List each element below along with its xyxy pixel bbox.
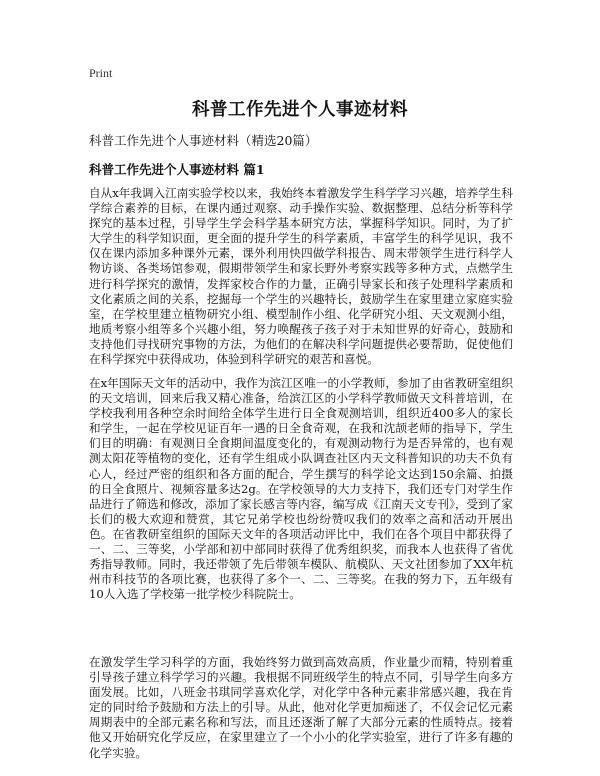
body-paragraph-3: 在激发学生学习科学的方面，我始终努力做到高效高质，作业量少而精，特别着重引导孩子建立科学学习的兴趣。我根据不同班级学生的特点不同，引导学生向多方面发展。比如，八班金书琪同学喜欢化学，对化学中各种元素非常感兴趣，我在肯定的同时给予鼓励和方法上的引导。从此，他对化学更加痴迷了，不仅会记忆元素周期表中的全部元素名称和写法，而且还逐渐了解了大部分元素的性质特点。接着他又开始研究化学反应，在家里建立了一个小小的化学实验室，进行了许多有趣的化学实验。: [89, 655, 513, 760]
document-subtitle: 科普工作先进个人事迹材料（精选20篇）: [89, 133, 318, 148]
body-paragraph-2: 在x年国际天文年的活动中，我作为滨江区唯一的小学教师，参加了由省教研室组织的天文培训，回来后我又精心准备，给滨江区的小学科学教师做天文科普培训，在学校我利用各种空余时间给全体学生进行日全食观测培训，组织近400多人的家长和学生，一起在学校见证百年一遇的日全食奇观，在我和沈颉老师的指导下，学生们目的明确：有观测日全食期间温度变化的，有观测动物行为是否异常的，也有观测太阳花等植物的变化，还有学生组成小队调查社区内天文科普知识的功夫不负有心人，经过严密的组织和各方面的配合，学生撰写的科学论文达到150余篇、拍摄的日全食照片、视频容量多达2g。在学校领导的大力支持下，我们还专门对学生作品进行了筛选和修改，添加了家长感言等内容，编写成《江南天文专刊》，受到了家长们的极大欢迎和赞赏，其它兄弟学校也纷纷赞叹我们的效率之高和活动开展出色。在省教研室组织的国际天文年的各项活动评比中，我们在各个项目中都获得了一、二、三等奖，小学部和初中部同时获得了优秀组织奖，而我本人也获得了省优秀指导教师。同时，我还带领了先后带领车模队、航模队、天文社团参加了XX年杭州市科技节的各项比赛，也获得了多个一、二、三等奖。在我的努力下，五年级有10人入选了学校第一批学校少科院院士。: [89, 376, 513, 602]
body-paragraph-1: 自从x年我调入江南实验学校以来，我始终本着激发学生科学学习兴趣，培养学生科学综合素养的目标，在课内通过观察、动手操作实验、数据整理、总结分析等科学探究的基本过程，引导学生学会科学基本研究方法，掌握科学知识。同时，为了扩大学生的科学知识面，更全面的提升学生的科学素质，丰富学生的科学见识，我不仅在课内添加多种课外元素，课外利用快四做学科报告、周末带领学生进行科学人物访谈、各类场馆参观，假期带领学生和家长野外考察实践等多种方式，点燃学生进行科学探究的激情，发挥家校合作的力量，正确引导家长和孩子处理科学素质和文化素质之间的关系，挖掘每一个学生的兴趣特长，鼓励学生在家里建立家庭实验室，在学校里建立植物研究小组、模型制作小组、化学研究小组、天文观测小组，地质考察小组等多个兴趣小组，努力唤醒孩子孩子对于未知世界的好奇心，鼓励和支持他们寻找研究事物的方法，为他们的在解决科学问题提供必要帮助，促使他们在科学探究中获得成功，体验到科学研究的艰苦和喜悦。: [89, 186, 513, 367]
print-label[interactable]: Print: [89, 66, 113, 80]
section-heading: 科普工作先进个人事迹材料 篇1: [89, 162, 265, 177]
page-title: 科普工作先进个人事迹材料: [192, 100, 408, 120]
